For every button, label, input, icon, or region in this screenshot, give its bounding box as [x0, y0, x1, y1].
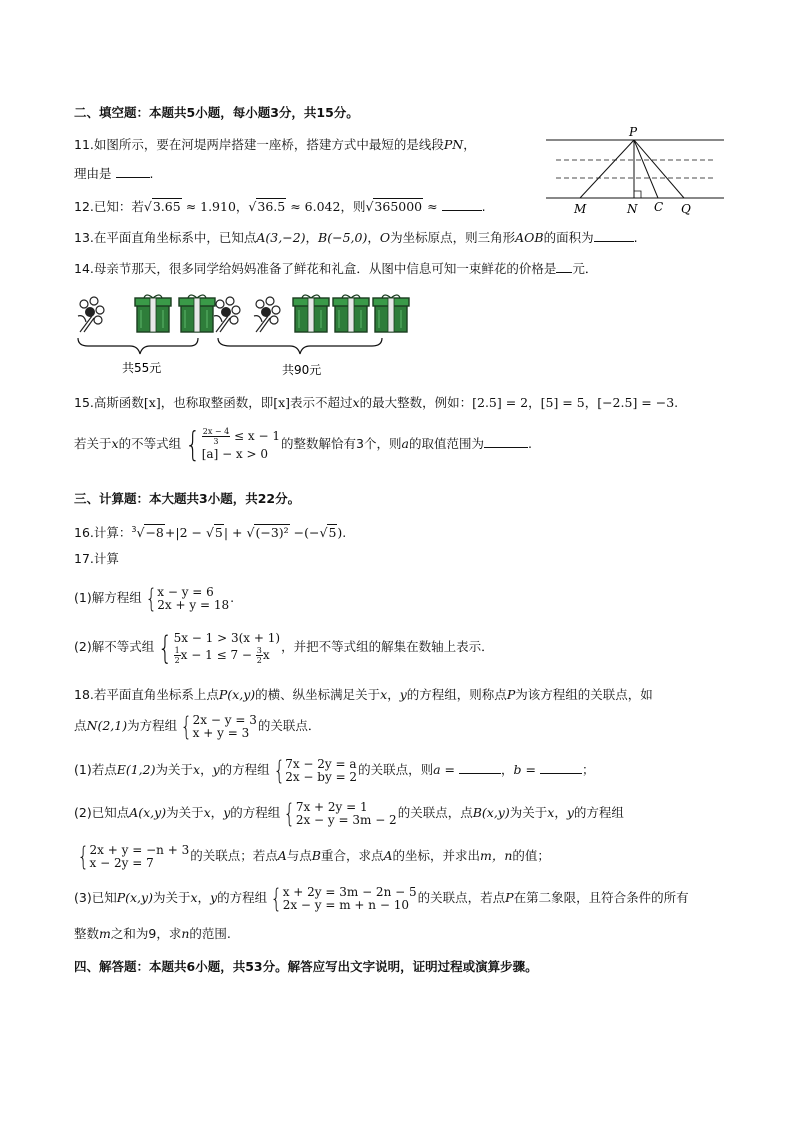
- q12-answer-blank[interactable]: [442, 198, 482, 211]
- q18-var-y: y: [399, 687, 407, 702]
- q18-text-6: 为方程组: [127, 718, 178, 733]
- q18-p3-text-5: 在第二象限，且符合条件的所有: [513, 890, 689, 905]
- q13-triangle: AOB: [515, 230, 544, 245]
- q18-p3-var-x: x: [190, 890, 198, 905]
- q18-p2-text-3: 的方程组: [230, 805, 281, 820]
- q15-line1: [74, 394, 678, 412]
- q13-text-2: 为坐标原点，则三角形: [390, 230, 516, 245]
- q17-eq1: x − y = 6: [157, 584, 214, 599]
- q18-p2-eq4: x − 2y = 7: [89, 855, 154, 870]
- q18-point-A-3: A: [383, 848, 393, 863]
- q15-gauss-1: [x]: [143, 395, 161, 410]
- q18-p2-text-11: 的值；: [512, 848, 550, 863]
- q18-line1: [74, 686, 653, 704]
- q18-p2-comma: ，: [210, 805, 224, 820]
- q17-ineq1: 5x − 1 > 3(x + 1): [173, 630, 281, 645]
- q17-p1-end: .: [230, 590, 235, 605]
- flower-icon: [78, 297, 104, 332]
- q18-p1-text-2: 为关于: [155, 762, 193, 777]
- q18-p1-eq1: 7x − 2y = a: [285, 756, 357, 771]
- q15-text-4: 的最大整数，例如：: [359, 395, 473, 410]
- q17-part2: [74, 630, 494, 665]
- q13-comma-1: ，: [305, 230, 319, 245]
- q18-comma: ，: [387, 687, 400, 702]
- q13-line: [74, 229, 638, 247]
- q18-p2-var-y-2: y: [566, 805, 574, 820]
- q18-p2-var-x: x: [203, 805, 211, 820]
- q18-p2-system-B: { 2x + y = −n + 3 x − 2y = 7: [77, 841, 190, 872]
- q18-p1-comma-2: ，: [500, 762, 514, 777]
- label-P: P: [629, 125, 638, 139]
- q18-p3-text-1: (3)已知: [74, 890, 117, 905]
- q18-text-1: 18.若平面直角坐标系上点: [74, 687, 219, 702]
- group-1-total: 共55元: [122, 361, 162, 375]
- q18-p2-text-10: 的坐标，并求出: [392, 848, 481, 863]
- q15-text-6: 的不等式组: [118, 436, 182, 451]
- q15-end: .: [527, 436, 532, 451]
- section-3-heading: 三、计算题：本大题共3小题，共22分。: [74, 491, 301, 506]
- q18-p3-text-3: 的方程组: [217, 890, 268, 905]
- q17-p1-label: (1)解方程组: [74, 590, 142, 605]
- q18-p2-system-A: { 7x + 2y = 1 2x − y = 3m − 2: [283, 798, 397, 829]
- q18-a-blank[interactable]: [459, 761, 501, 774]
- q18-text-4: 为该方程组的关联点，如: [515, 687, 653, 702]
- q12-value-2: ≈ 6.042，则: [290, 199, 366, 214]
- q18-p1-semicolon: ；: [581, 762, 595, 777]
- river-bridge-figure: [540, 122, 730, 220]
- q18-p2-eq2: 2x − y = 3m − 2: [295, 812, 397, 827]
- segment-PQ: [634, 140, 684, 198]
- q18-p1-var-y: y: [212, 762, 220, 777]
- q18-p1-eq2: 2x − by = 2: [285, 769, 358, 784]
- q12-radicand-3: 365000: [374, 199, 423, 214]
- q12-value-1: ≈ 1.910，: [185, 199, 249, 214]
- q18-p2-eq3: 2x + y = −n + 3: [89, 842, 190, 857]
- label-Q: Q: [681, 202, 691, 216]
- gift-box-icon: [179, 295, 215, 332]
- q18-p3-comma: ，: [197, 890, 211, 905]
- q18-point-E: E(1,2): [116, 762, 156, 777]
- q18-a-label: a =: [433, 762, 455, 777]
- q17-p2-end: ，并把不等式组的解集在数轴上表示．: [281, 639, 494, 654]
- q16-line: 16.计算：$^3$√−8+|2 − √5| + √(−3)² −(−√5).: [74, 525, 347, 541]
- q15-fraction-den: 3: [213, 437, 219, 446]
- q18-p1-var-x: x: [193, 762, 201, 777]
- q14-line: [74, 260, 597, 278]
- right-angle-mark: [634, 191, 641, 198]
- q18-line2: [74, 712, 320, 740]
- q15-text-3: 表示不超过: [290, 395, 353, 410]
- q17-frac2-den: 2: [256, 655, 262, 665]
- q16-radicand-2: 5: [214, 525, 223, 541]
- q18-p2-eq1: 7x + 2y = 1: [295, 799, 368, 814]
- q18-text-2: 的横、纵坐标满足关于: [255, 687, 381, 702]
- q18-b-label: b =: [513, 762, 536, 777]
- q18-part1: [74, 756, 594, 784]
- q18-part3-line1: [74, 884, 689, 912]
- q18-var-x: x: [380, 687, 388, 702]
- group-2-total: 共90元: [282, 363, 322, 377]
- q15-text-7: 的整数解恰有3个，则: [281, 436, 402, 451]
- q12-radicand-1: 3.65: [152, 199, 181, 214]
- q18-p3-text-8: 的范围.: [189, 926, 231, 941]
- q15-var-a: a: [401, 436, 409, 451]
- q17-frac2-num: 3: [256, 645, 262, 655]
- q11-line1: [74, 136, 476, 154]
- q18-p1-system: { 7x − 2y = a 2x − by = 2: [273, 755, 358, 786]
- q14-end: 元．: [572, 261, 598, 276]
- q18-p3-eq1: x + 2y = 3m − 2n − 5: [282, 884, 417, 899]
- q18-point-A-2: A: [277, 848, 287, 863]
- q18-p3-system: { x + 2y = 3m − 2n − 5 2x − y = m + n − 10: [270, 883, 417, 914]
- q12-text: 12.已知：若: [74, 199, 144, 214]
- q13-point-O: O: [379, 230, 391, 245]
- q18-text-5: 点: [74, 718, 87, 733]
- brace-group-2: [218, 338, 382, 354]
- q16-part-3: | +: [223, 525, 247, 541]
- q17-ineq2-mid: x − 1 ≤ 7 −: [180, 647, 252, 662]
- q15-fraction-num: 2x − 4: [202, 427, 230, 436]
- q18-p3-text-4: 的关联点，若点: [417, 890, 506, 905]
- q18-p2-var-y: y: [223, 805, 231, 820]
- q18-p1-text-3: 的方程组: [219, 762, 270, 777]
- q18-part3-line2: [74, 925, 231, 943]
- q18-p3-text-6: 整数: [74, 926, 100, 941]
- q13-text-3: 的面积为: [543, 230, 594, 245]
- gift-box-icon: [333, 295, 369, 332]
- q18-point-A: A(x,y): [129, 805, 167, 820]
- q15-row1-rhs: ≤ x − 1: [234, 429, 281, 443]
- q15-text-1: 15.高斯函数: [74, 395, 144, 410]
- q13-answer-blank[interactable]: [594, 229, 634, 242]
- q13-point-B: B(−5,0): [318, 230, 368, 245]
- q13-comma-2: ，: [367, 230, 380, 245]
- q12-radicand-2: 36.5: [257, 199, 286, 214]
- q17-frac1-den: 2: [174, 655, 180, 665]
- brace-group-1: [78, 338, 198, 354]
- q16-root-index: 3: [131, 525, 137, 534]
- q15-text-2: ，也称取整函数，即: [160, 395, 274, 410]
- q18-b-blank[interactable]: [540, 761, 582, 774]
- q18-p3-var-y: y: [210, 890, 218, 905]
- q15-text-8: 的取值范围为: [408, 436, 484, 451]
- flower-icon: [254, 297, 280, 332]
- q16-radicand-3: (−3)²: [255, 525, 289, 541]
- q17-title: 17.计算: [74, 551, 119, 566]
- section-2-heading: 二、填空题：本题共5小题，每小题3分，共15分。: [74, 105, 359, 120]
- q18-p2-var-x-2: x: [547, 805, 555, 820]
- q18-p3-point-P-2: P: [505, 890, 514, 905]
- q18-p2-text-4: 的关联点，点: [397, 805, 473, 820]
- q18-p2-text-1: (2)已知点: [74, 805, 130, 820]
- q15-gauss-2: [x]: [273, 395, 291, 410]
- q18-p2-comma-2: ，: [554, 805, 567, 820]
- q12-end: .: [481, 199, 486, 214]
- q12-approx: ≈: [427, 199, 438, 214]
- q15-text-5: 若关于: [74, 436, 112, 451]
- q18-p3-eq2: 2x − y = m + n − 10: [282, 897, 409, 912]
- flower-icon: [214, 297, 240, 332]
- q18-p1-text-1: (1)若点: [74, 762, 117, 777]
- q18-example-system: { 2x − y = 3 x + y = 3: [180, 711, 257, 742]
- q18-var-m: m: [99, 926, 111, 941]
- label-M: M: [574, 202, 587, 216]
- q17-part1: [74, 584, 234, 612]
- q13-point-A: A(3,−2): [256, 230, 306, 245]
- q15-inequality-system: { $\frac{2x - 4}{3}$ ≤ x − 1 [a] − x > 0: [185, 424, 281, 465]
- q17-frac1-num: 1: [174, 645, 180, 655]
- q18-point-P-2: P: [506, 687, 516, 702]
- flowers-gifts-figure: [72, 292, 422, 382]
- gift-box-icon: [293, 295, 329, 332]
- q18-p2-text-2: 为关于: [166, 805, 204, 820]
- q16-radicand-1: −8: [145, 525, 164, 541]
- q13-text: 13.在平面直角坐标系中，已知点: [74, 230, 257, 245]
- q13-end: .: [633, 230, 638, 245]
- q17-eq2: 2x + y = 18: [157, 597, 230, 612]
- q18-p2-text-8: 与点: [286, 848, 312, 863]
- gift-box-icon: [135, 295, 171, 332]
- gift-box-icon: [373, 295, 409, 332]
- q18-point-B: B(x,y): [472, 805, 510, 820]
- q17-inequality-system: { 5x − 1 > 3(x + 1) $\frac{1}{2}$ x − 1 ≤ 7 − $\frac{3}{2}$ x: [158, 628, 281, 667]
- segment-PC: [634, 140, 658, 198]
- q18-text-7: 的关联点．: [257, 718, 321, 733]
- q18-p2-text-7: 的关联点；若点: [190, 848, 278, 863]
- q18-p2-text-6: 的方程组: [573, 805, 624, 820]
- segment-PM: [580, 140, 634, 198]
- q18-p2-text-5: 为关于: [509, 805, 548, 820]
- q18-p1-text-4: 的关联点，则: [358, 762, 434, 777]
- q18-p3-text-7: 之和为9，求: [110, 926, 182, 941]
- q18-point-B-2: B: [311, 848, 321, 863]
- label-C: C: [654, 200, 664, 214]
- q18-p3-point-P: P(x,y): [116, 890, 153, 905]
- q15-var-x: x: [352, 395, 360, 410]
- q16-part-2: +|2 −: [164, 525, 206, 541]
- q18-p1-comma: ，: [200, 762, 213, 777]
- q15-line2: [74, 424, 532, 464]
- q18-p3-text-2: 为关于: [152, 890, 191, 905]
- q14-text: 14.母亲节那天，很多同学给妈妈准备了鲜花和礼盒．从图中信息可知一束鲜花的价格是: [74, 261, 557, 276]
- q18-ex-eq2: x + y = 3: [192, 725, 250, 740]
- q17-p2-label: (2)解不等式组: [74, 639, 155, 654]
- q11-segment: PN: [443, 137, 464, 152]
- q18-point-P: P(x,y): [218, 687, 256, 702]
- q17-equation-system: { x − y = 6 2x + y = 18: [145, 583, 230, 614]
- q16-radicand-4: 5: [328, 525, 337, 541]
- q18-var-n: n: [181, 926, 190, 941]
- q16-label: 16.计算：: [74, 525, 132, 541]
- q17-ineq2-x: x: [262, 647, 270, 662]
- q11-comma: ，: [463, 137, 476, 152]
- q18-part2-line2: [74, 842, 550, 870]
- q18-text-3: 的方程组，则称点: [406, 687, 507, 702]
- q11-reason-label: 理由是: [74, 166, 112, 181]
- q16-part-5: ).: [337, 525, 347, 541]
- q11-answer-blank[interactable]: [116, 165, 150, 178]
- section-4-heading: 四、解答题：本题共6小题，共53分。解答应写出文字说明，证明过程或演算步骤。: [74, 959, 538, 974]
- q18-p2-text-9: 重合，求点: [320, 848, 384, 863]
- q11-line2: [74, 165, 153, 183]
- q18-point-N: N(2,1): [86, 718, 128, 733]
- q14-answer-blank[interactable]: [556, 260, 572, 273]
- q15-row2: [a] − x > 0: [201, 447, 269, 461]
- q16-part-4: −(−: [289, 525, 320, 541]
- q11-text: 11.如图所示，要在河堤两岸搭建一座桥，搭建方式中最短的是线段: [74, 137, 444, 152]
- q18-vars-mn: m，n: [480, 848, 513, 863]
- q18-part2-line1: [74, 799, 624, 827]
- q18-ex-eq1: 2x − y = 3: [192, 712, 257, 727]
- q15-var-x-2: x: [111, 436, 119, 451]
- label-N: N: [627, 202, 638, 216]
- q11-end: .: [149, 166, 154, 181]
- q12-line: 12.已知：若√3.65 ≈ 1.910，√36.5 ≈ 6.042，则√365000 ≈ .: [74, 199, 486, 214]
- q15-answer-blank[interactable]: [484, 435, 528, 448]
- q15-examples: [2.5] = 2，[5] = 5，[−2.5] = −3.: [472, 395, 679, 410]
